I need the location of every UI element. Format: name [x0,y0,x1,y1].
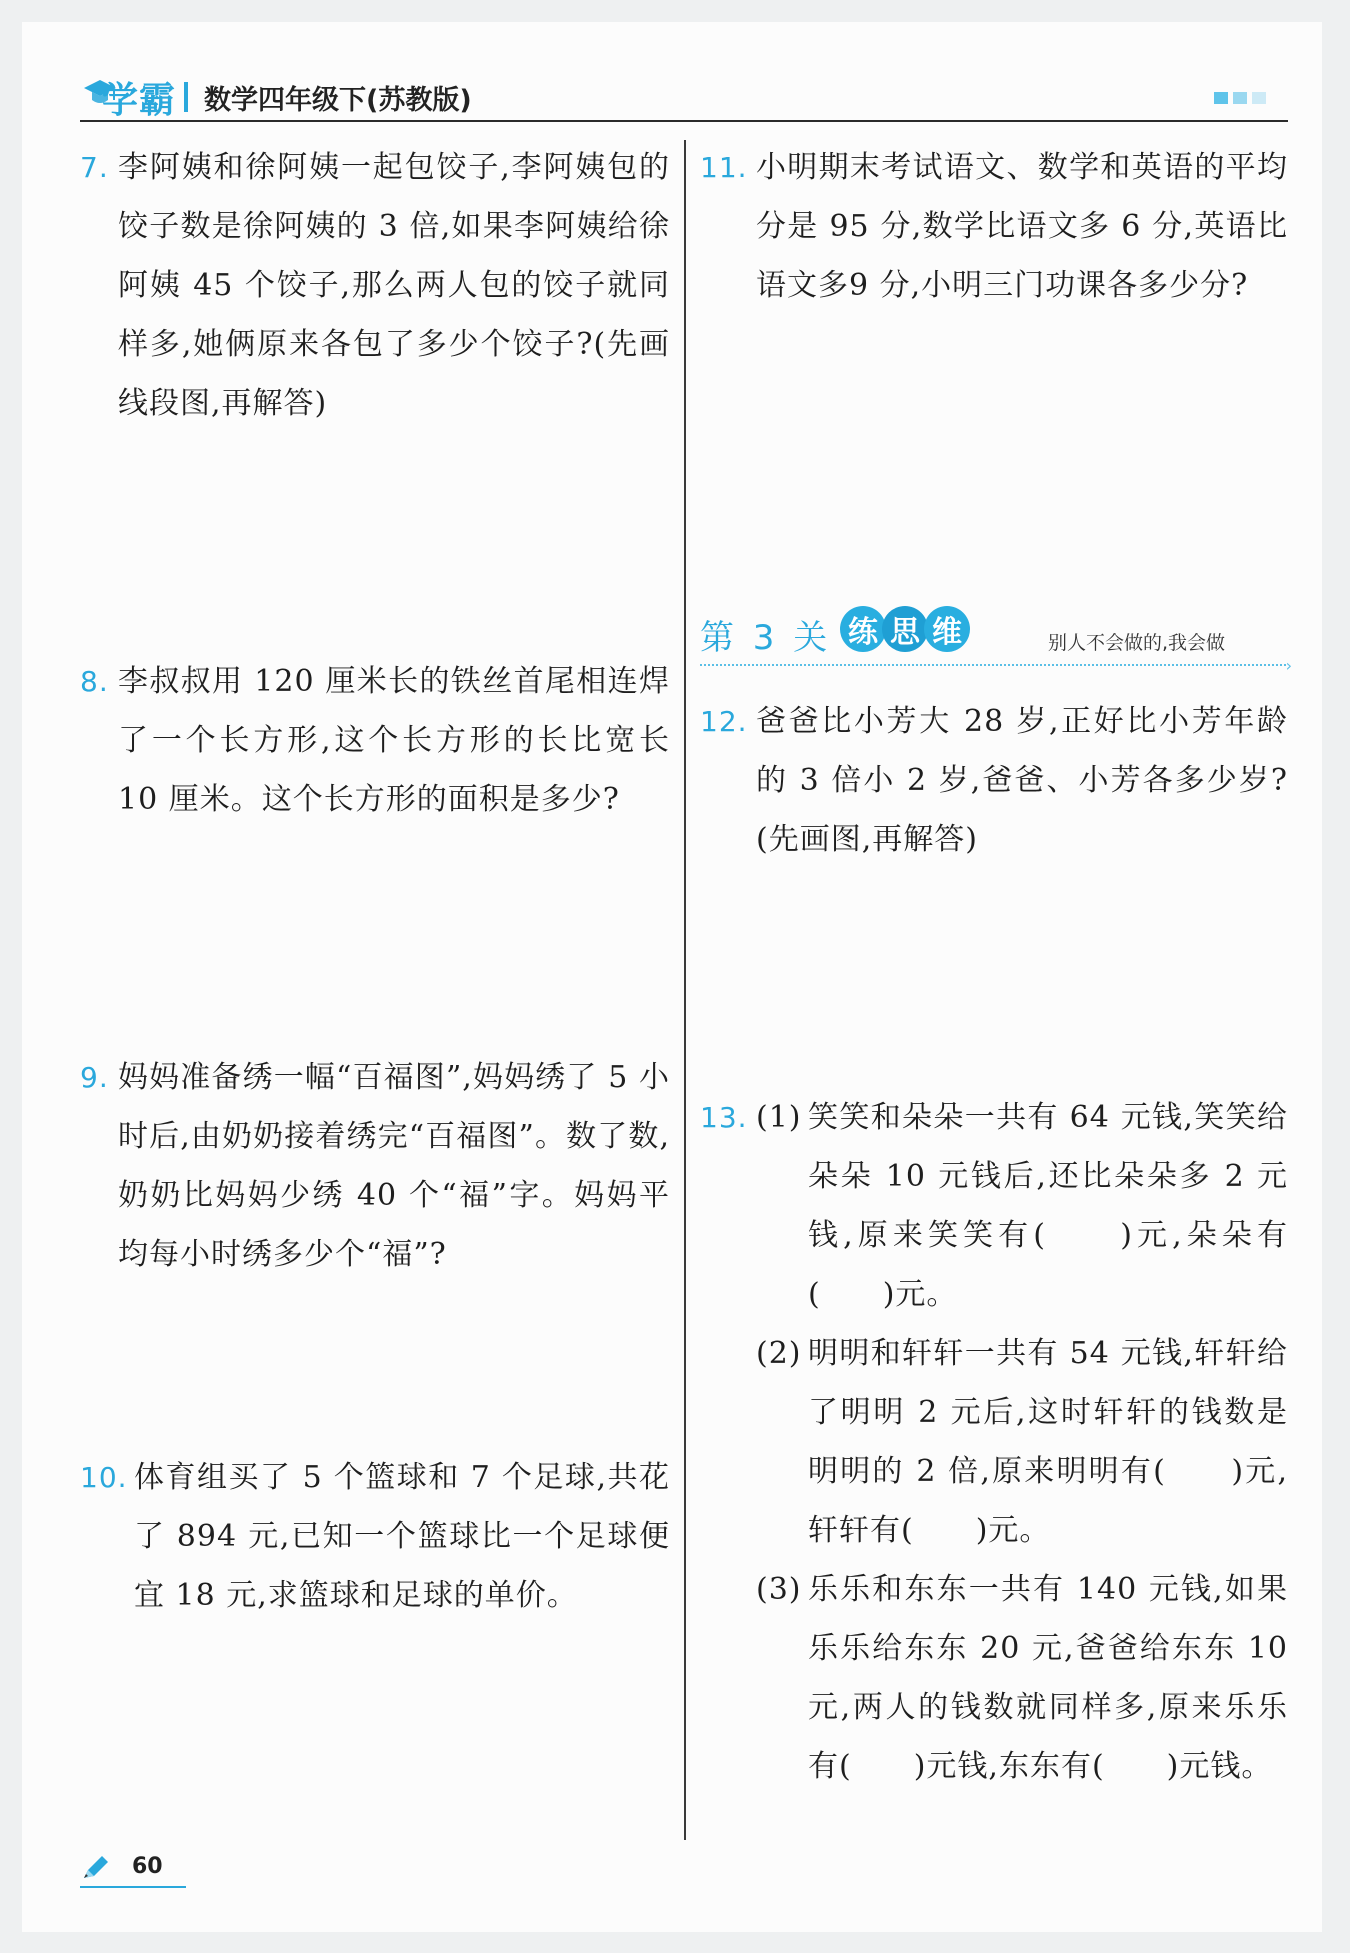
book-title: 数学四年级下(苏教版) [204,85,472,116]
problem-number: 10. [80,1461,128,1494]
problem-text: 李叔叔用 120 厘米长的铁丝首尾相连焊了一个长方形,这个长方形的长比宽长 10 厘米。这个长方形的面积是多少? [118,664,670,817]
header-rule [80,120,1288,122]
sub-question-1 [756,1088,1288,1324]
problem-text: 妈妈准备绣一幅“百福图”,妈妈绣了 5 小时后,由奶奶接着绣完“百福图”。数了数,奶奶比妈妈少绣 40 个“福”字。妈妈平均每小时绣多少个“福”? [118,1060,670,1272]
problem-12 [700,692,1288,869]
section-banner [700,602,1292,675]
logo-text: 学霸 [102,79,177,121]
problem-9 [80,1048,670,1284]
sub-question-2 [756,1324,1288,1560]
problem-text: 小明期末考试语文、数学和英语的平均分是 95 分,数学比语文多 6 分,英语比语文多9 分,小明三门功课各多少分? [756,150,1288,303]
sub-question-text: 笑笑和朵朵一共有 64 元钱,笑笑给朵朵 10 元钱后,还比朵朵多 2 元钱,原来笑笑有( )元,朵朵有( )元。 [808,1100,1288,1312]
problem-text: 李阿姨和徐阿姨一起包饺子,李阿姨包的饺子数是徐阿姨的 3 倍,如果李阿姨给徐阿姨 45 个饺子,那么两人包的饺子就同样多,她俩原来各包了多少个饺子?(先画线段图,再解答) [118,150,670,421]
sub-question-label: (1) [756,1100,802,1135]
problem-number: 7. [80,151,109,184]
problem-number: 8. [80,665,109,698]
page-header [80,74,1288,120]
header-decoration [1214,92,1266,104]
section-underline [700,664,1286,666]
badge-char: 维 [924,606,970,652]
problem-10 [80,1448,670,1625]
problem-7 [80,138,670,433]
section-subtitle: 别人不会做的,我会做 [1048,632,1226,654]
problem-number: 13. [700,1101,748,1134]
footer-rule [80,1886,186,1888]
section-title: 第 3 关 [700,618,832,658]
problem-number: 9. [80,1061,109,1094]
sub-question-text: 乐乐和东东一共有 140 元钱,如果乐乐给东东 20 元,爸爸给东东 10 元,两人的钱数就同样多,原来乐乐有( )元钱,东东有( )元钱。 [808,1572,1288,1784]
sub-question-label: (3) [756,1572,802,1607]
problem-text: 体育组买了 5 个篮球和 7 个足球,共花了 894 元,已知一个篮球比一个足球便宜 18 元,求篮球和足球的单价。 [134,1460,670,1613]
arrow-right-icon: › [1285,656,1292,675]
pencil-icon [80,1852,112,1884]
problem-number: 11. [700,151,748,184]
problem-number: 12. [700,705,748,738]
section-badge [840,606,966,652]
sub-question-text: 明明和轩轩一共有 54 元钱,轩轩给了明明 2 元后,这时轩轩的钱数是明明的 2 倍,原来明明有( )元,轩轩有( )元。 [808,1336,1288,1548]
badge-char: 思 [882,606,928,652]
problem-text: 爸爸比小芳大 28 岁,正好比小芳年龄的 3 倍小 2 岁,爸爸、小芳各多少岁?(先画图,再解答) [756,704,1288,857]
problem-8 [80,652,670,829]
column-divider [684,140,686,1840]
sub-question-3 [756,1560,1288,1796]
brand-logo [80,74,177,121]
header-separator [184,82,188,112]
problem-11 [700,138,1288,315]
page-footer [80,1852,190,1892]
page-number: 60 [132,1854,163,1879]
sub-question-label: (2) [756,1336,802,1371]
badge-char: 练 [840,606,886,652]
problem-13 [700,1088,1288,1796]
